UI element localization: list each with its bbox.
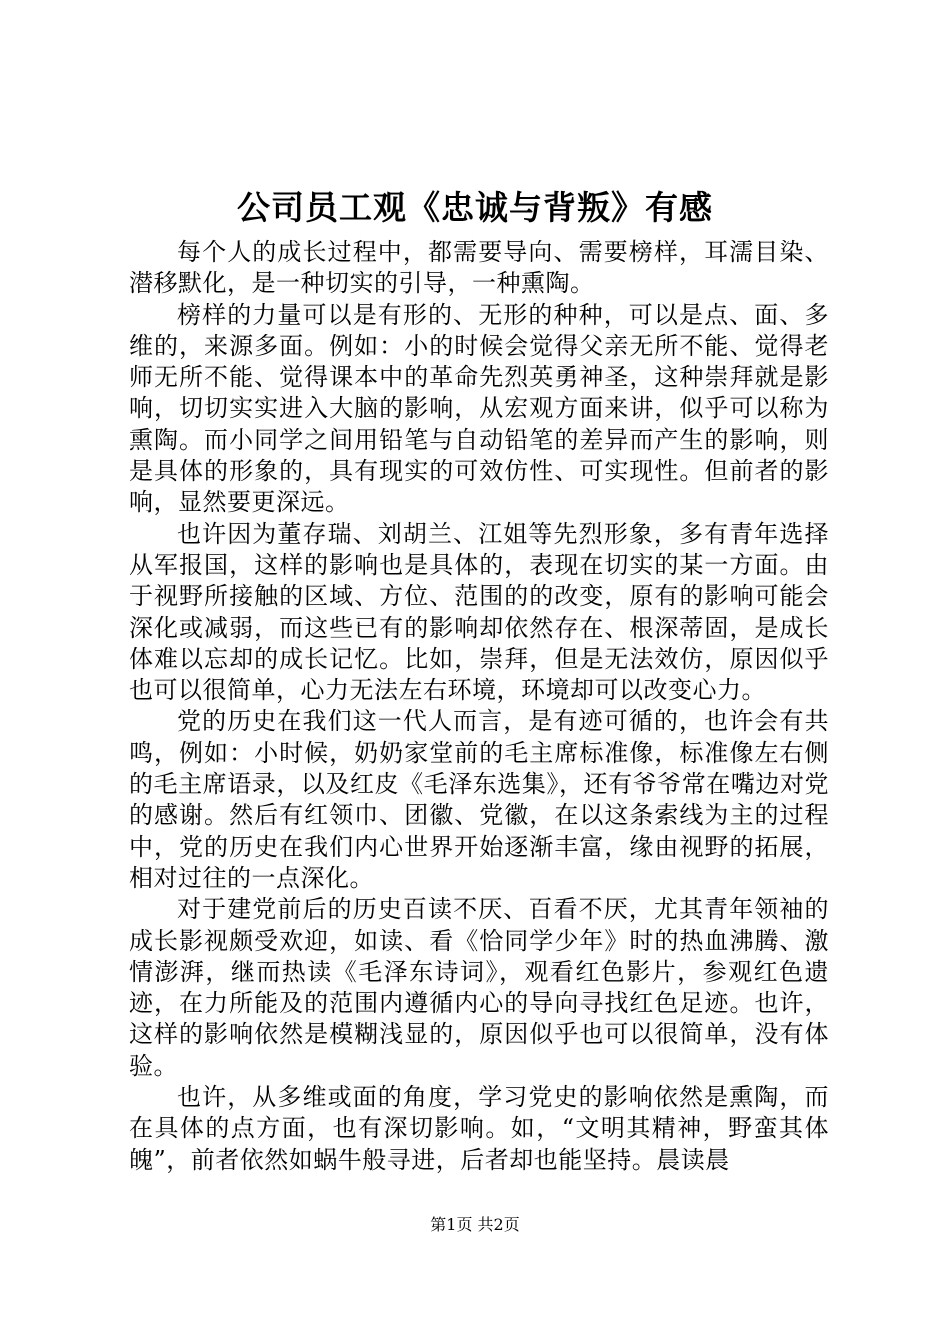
paragraph: 榜样的力量可以是有形的、无形的种种，可以是点、面、多维的，来源多面。例如：小的时候会觉得父亲无所不能、觉得老师无所不能、觉得课本中的革命先烈英勇神圣，这种崇拜就是影响，切切实实进入大脑的影响，从宏观方面来讲，似乎可以称为熏陶。而小同学之间用铅笔与自动铅笔的差异而产生的影响，则是具体的形象的，具有现实的可效仿性、可实现性。但前者的影响，显然要更深远。 bbox=[129, 300, 829, 517]
document-title: 公司员工观《忠诚与背叛》有感 bbox=[237, 188, 713, 227]
paragraph: 也许因为董存瑞、刘胡兰、江姐等先烈形象，多有青年选择从军报国，这样的影响也是具体的，表现在切实的某一方面。由于视野所接触的区域、方位、范围的的改变，原有的影响可能会深化或减弱，而这些已有的影响却依然存在、根深蒂固，是成长体难以忘却的成长记忆。比如，崇拜，但是无法效仿，原因似乎也可以很简单，心力无法左右环境，环境却可以改变心力。 bbox=[129, 519, 829, 705]
paragraph: 党的历史在我们这一代人而言，是有迹可循的，也许会有共鸣，例如：小时候，奶奶家堂前的毛主席标准像，标准像左右侧的毛主席语录，以及红皮《毛泽东选集》，还有爷爷常在嘴边对党的感谢。然后有红领巾、团徽、党徽，在以这条索线为主的过程中，党的历史在我们内心世界开始逐渐丰富，缘由视野的拓展，相对过往的一点深化。 bbox=[129, 707, 829, 892]
page-number-footer: 第1页 共2页 bbox=[430, 1215, 520, 1234]
document-body bbox=[129, 237, 829, 1176]
paragraph: 每个人的成长过程中，都需要导向、需要榜样，耳濡目染、潜移默化，是一种切实的引导，一种熏陶。 bbox=[129, 238, 829, 298]
paragraph: 对于建党前后的历史百读不厌、百看不厌，尤其青年领袖的成长影视颇受欢迎，如读、看《恰同学少年》时的热血沸腾、激情澎湃，继而热读《毛泽东诗词》，观看红色影片，参观红色遗迹，在力所能及的范围内遵循内心的导向寻找红色足迹。也许，这样的影响依然是模糊浅显的，原因似乎也可以很简单，没有体验。 bbox=[129, 895, 829, 1080]
paragraph: 也许，从多维或面的角度，学习党史的影响依然是熏陶，而在具体的点方面，也有深切影响。如，“文明其精神，野蛮其体魄”，前者依然如蜗牛般寻进，后者却也能坚持。晨读晨 bbox=[129, 1083, 829, 1174]
